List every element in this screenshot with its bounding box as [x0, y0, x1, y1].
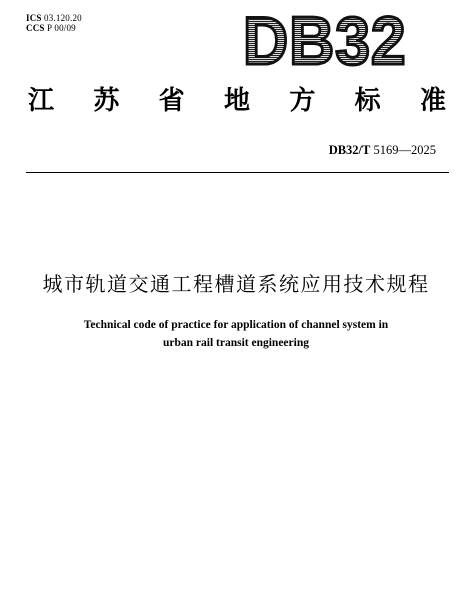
- category-char: 苏: [93, 86, 120, 116]
- ccs-code: [26, 23, 76, 33]
- ics-value: 03.120.20: [41, 13, 82, 23]
- ics-code: [26, 13, 82, 23]
- ccs-label: CCS: [26, 23, 45, 33]
- document-number-prefix: DB32/T: [328, 143, 371, 157]
- category-char: 省: [158, 86, 185, 116]
- category-char: 标: [354, 86, 381, 116]
- title-chinese: 城市轨道交通工程槽道系统应用技术规程: [42, 272, 430, 296]
- standard-logo: DB32: [243, 3, 407, 79]
- title-english-line1: Technical code of practice for application of channel system in: [83, 319, 389, 331]
- category-char: 地: [223, 86, 250, 116]
- standard-category: [28, 86, 446, 116]
- document-number-value: 5169—2025: [370, 143, 436, 157]
- document-number: [329, 143, 436, 158]
- header-divider: [26, 172, 449, 173]
- ccs-value: P 00/09: [44, 23, 76, 33]
- category-char: 江: [28, 86, 55, 116]
- category-char: 方: [289, 86, 316, 116]
- title-english-line2: urban rail transit engineering: [163, 337, 309, 349]
- category-char: 准: [419, 86, 446, 116]
- ics-label: ICS: [26, 13, 42, 23]
